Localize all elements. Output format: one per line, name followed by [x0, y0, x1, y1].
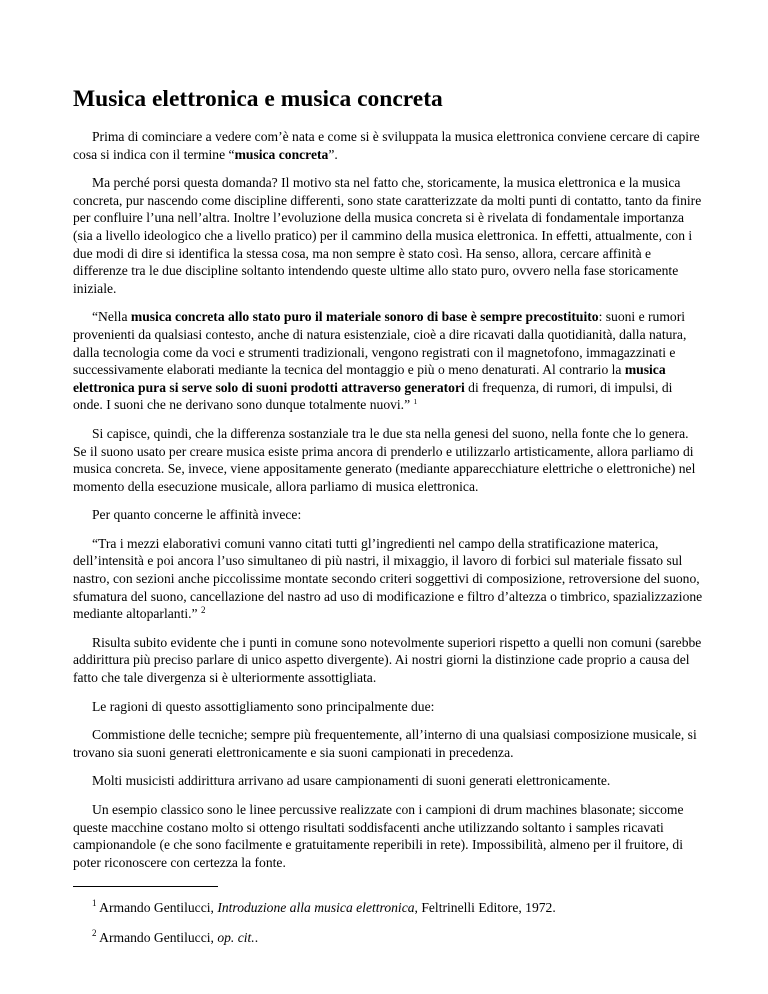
- paragraph-intro: Prima di cominciare a vedere com’è nata e come si è sviluppata la musica elettronica conviene cercare di capire cosa si indica con il termine “musica concreta”.: [73, 129, 700, 162]
- footnote-ref-2[interactable]: 2: [200, 605, 206, 616]
- footnote-2: $^2$ Armando Gentilucci, op. cit..: [92, 928, 259, 946]
- paragraph-difference: Si capisce, quindi, che la differenza sostanziale tra le due sta nella genesi del suono, nella fonte che lo genera. Se il suono usato per creare musica esiste prima ancora di prenderlo e utilizzarlo artisticamente, allora parliamo di musica concreta. Se, invece, viene appositamente generato (mediante apparecchiature elettriche o elettroniche) nel momento della esecuzione musicale, allora parliamo di musica elettronica.: [73, 425, 696, 494]
- bold-musica-elettronica-definition: musica elettronica pura si serve solo di suoni prodotti attraverso generatori: [73, 362, 666, 395]
- footnote-ref-1[interactable]: 1: [413, 397, 418, 407]
- bold-term-musica-concreta: musica concreta: [234, 146, 329, 162]
- quote-gentilucci-1: “Nella musica concreta allo stato puro il materiale sonoro di base è sempre precostituito: suoni e rumori provenienti da qualsiasi contesto, anche di natura esistenziale, cioè a dire ricavati dalla quotidianità, dalla natura, dalla tecnologia come da voci e strumenti tradizionali, vengono registrati con il magnetofono, immagazzinati e successivamente elaborati mediante la tecnica del montaggio e più o meno denaturati. Al contrario la musica elettronica pura si serve solo di suoni prodotti attraverso generatori di frequenza, di rumori, di impulsi, di onde. I suoni che ne derivano sono dunque totalmente nuovi.” $^1$: [73, 309, 687, 413]
- footnote-divider: [73, 886, 218, 887]
- footnote-1: $^1$ Armando Gentilucci, Introduzione alla musica elettronica, Feltrinelli Editore, 1972.: [92, 898, 556, 916]
- paragraph-reason-1: Commistione delle tecniche; sempre più frequentemente, all’interno di una qualsiasi composizione musicale, si trovano sia suoni generati elettronicamente e sia suoni campionati in precedenza.: [73, 727, 697, 760]
- quote-gentilucci-2: “Tra i mezzi elaborativi comuni vanno citati tutti gl’ingredienti nel campo della stratificazione materica, dell’intensità e poi ancora l’uso simultaneo di più nastri, il mixaggio, il lavoro di forbici sul materiale fissato sul nastro, con sezioni anche piccolissime montate secondo criteri soggettivi di composizione, retroversione del suono, sfumatura del suono, cancellazione del nastro ad uso di modificazione e filtro d’altezza o timbrico, spazializzazione mediante altoparlanti.” $^2$: [73, 535, 703, 622]
- paragraph-affinity-intro: Per quanto concerne le affinità invece:: [92, 507, 302, 523]
- paragraph-common-points: Risulta subito evidente che i punti in comune sono notevolmente superiori rispetto a quelli non comuni (sarebbe addirittura più preciso parlare di unico aspetto divergente). Ai nostri giorni la distinzione cade proprio a causa del fatto che tale divergenza si è ulteriormente assottigliata.: [73, 634, 702, 686]
- document-title: Musica elettronica e musica concreta: [73, 86, 443, 112]
- paragraph-example: Un esempio classico sono le linee percussive realizzate con i campioni di drum machines blasonate; siccome queste macchine costano molto si ottengo risultati soddisfacenti anche utilizzando soltanto i samples ricavati campionandole (e che sono facilmente e gratuitamente reperibili in rete). Impossibilità, almeno per il fruitore, di poter riconoscere con certezza la fonte.: [73, 802, 684, 870]
- paragraph-reasons-intro: Le ragioni di questo assottigliamento sono principalmente due:: [92, 698, 435, 714]
- paragraph-sampling: Molti musicisti addirittura arrivano ad usare campionamenti di suoni generati elettronicamente.: [92, 773, 611, 789]
- paragraph-motivation: Ma perché porsi questa domanda? Il motivo sta nel fatto che, storicamente, la musica elettronica e la musica concreta, pur nascendo come discipline differenti, sono state caratterizzate da molti punti di contatto, tanto da finire per confluire l’una nell’altra. Inoltre l’evoluzione della musica concreta si è rivelata di fondamentale importanza (sia a livello ideologico che a livello pratico) per il cammino della musica elettronica. In effetti, attualmente, con i due modi di dire si identifica la stessa cosa, ma non sempre è stato così. Ha senso, allora, cercare affinità e differenze tra le due discipline soltanto intendendo queste ultime allo stato puro, ovvero nella fase storicamente iniziale.: [73, 175, 702, 296]
- bold-musica-concreta-definition: musica concreta allo stato puro il materiale sonoro di base è sempre precostituito: [130, 309, 599, 325]
- document-body: [73, 84, 703, 959]
